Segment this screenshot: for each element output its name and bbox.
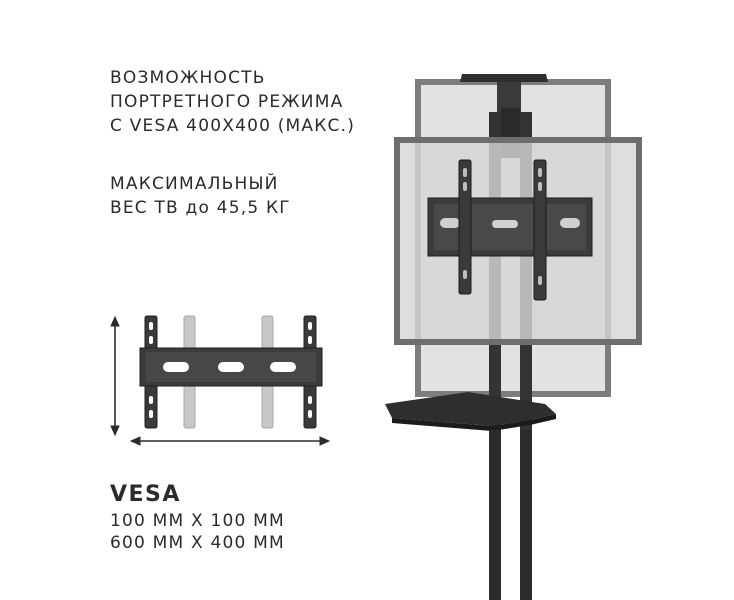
feature-line: ПОРТРЕТНОГО РЕЖИМА <box>110 92 344 112</box>
feature-line: ВОЗМОЖНОСТЬ <box>110 68 266 88</box>
feature-line: ВЕС ТВ до 45,5 КГ <box>110 198 291 218</box>
feature-line: С VESA 400X400 (МАКС.) <box>110 116 356 136</box>
feature-line: МАКСИМАЛЬНЫЙ <box>110 174 279 194</box>
stand-mount-plate <box>428 198 592 256</box>
horizontal-double-arrow-icon <box>131 437 329 445</box>
vesa-title: VESA <box>110 482 181 507</box>
vesa-spec-line: 100 ММ Х 100 ММ <box>110 511 285 531</box>
vesa-spec-line: 600 ММ Х 400 ММ <box>110 533 285 553</box>
bracket-plate <box>140 348 322 386</box>
vertical-double-arrow-icon <box>111 317 119 435</box>
